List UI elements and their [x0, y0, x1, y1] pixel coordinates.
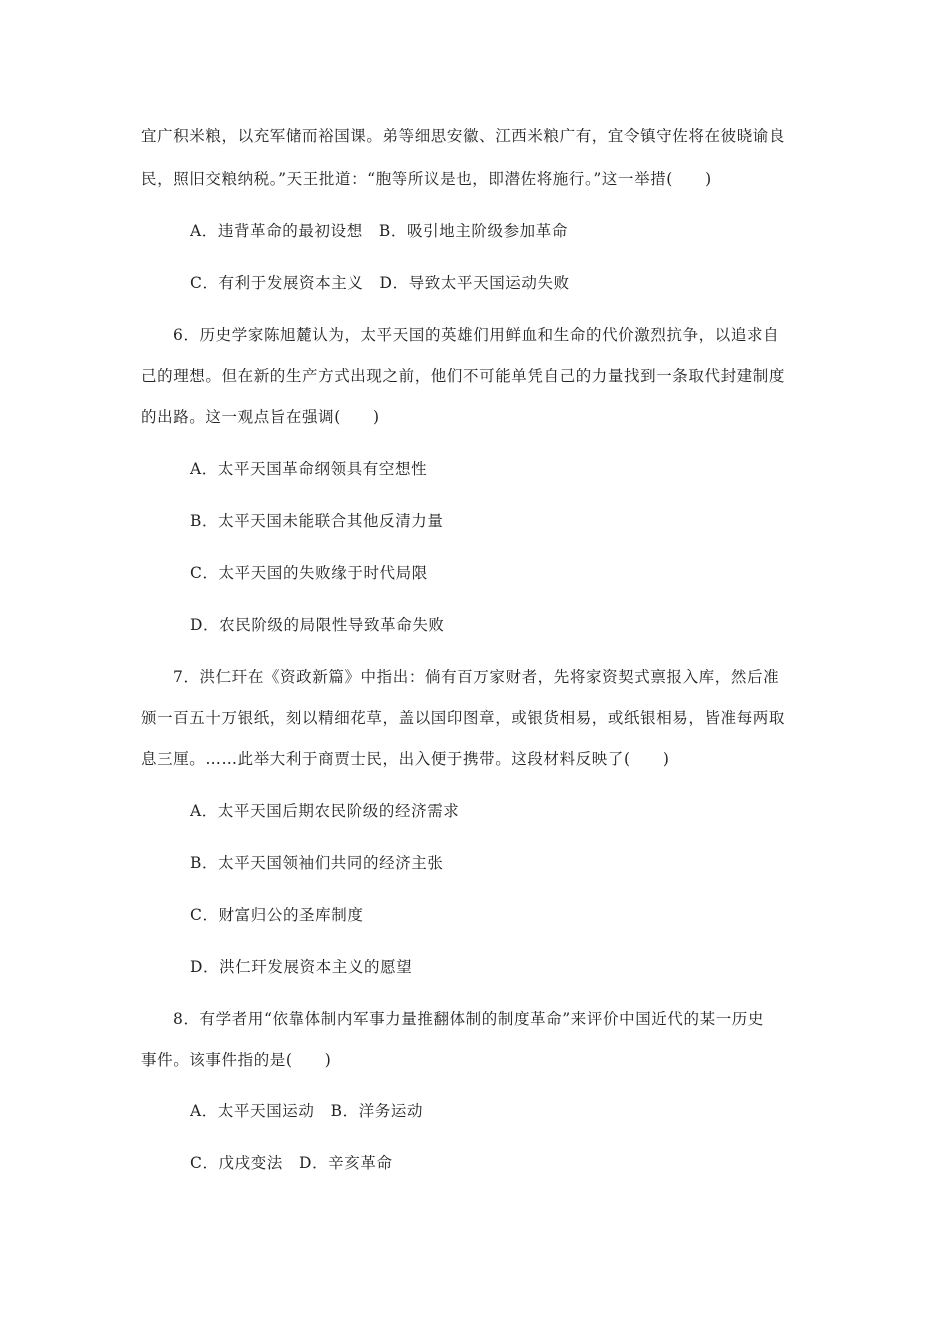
q5-options-ab: A．违背革命的最初设想 B．吸引地主阶级参加革命: [190, 222, 568, 240]
q7-option-d: D．洪仁玕发展资本主义的愿望: [190, 958, 413, 976]
q8-stem-line-1: 8．有学者用“依靠体制内军事力量推翻体制的制度革命”来评价中国近代的某一历史: [173, 1010, 765, 1028]
q7-stem-line-1: 7．洪仁玕在《资政新篇》中指出：倘有百万家财者，先将家资契式禀报入库，然后准: [173, 668, 780, 686]
q7-option-a: A．太平天国后期农民阶级的经济需求: [190, 802, 460, 820]
q7-option-c: C．财富归公的圣库制度: [190, 906, 364, 924]
q6-stem-line-1: 6．历史学家陈旭麓认为，太平天国的英雄们用鲜血和生命的代价激烈抗争，以追求自: [173, 326, 780, 344]
q8-stem-line-2: 事件。该事件指的是( ): [141, 1051, 332, 1069]
q7-stem-line-3: 息三厘。……此举大利于商贾士民，出入便于携带。这段材料反映了( ): [141, 750, 670, 768]
q8-options-ab: A．太平天国运动 B．洋务运动: [190, 1102, 424, 1120]
q8-options-cd: C．戊戌变法 D．辛亥革命: [190, 1154, 393, 1172]
q6-option-a: A．太平天国革命纲领具有空想性: [190, 460, 428, 478]
q6-stem-line-3: 的出路。这一观点旨在强调( ): [141, 408, 380, 426]
q6-option-b: B．太平天国未能联合其他反清力量: [190, 512, 444, 530]
q6-option-c: C．太平天国的失败缘于时代局限: [190, 564, 428, 582]
q5-stem-line-2: 民，照旧交粮纳税。”天王批道：“胞等所议是也，即潜佐将施行。”这一举措( ): [141, 170, 712, 188]
q6-stem-line-2: 己的理想。但在新的生产方式出现之前，他们不可能单凭自己的力量找到一条取代封建制度: [141, 367, 786, 385]
q5-stem-line-1: 宜广积米粮，以充军储而裕国课。弟等细思安徽、江西米粮广有，宜令镇守佐将在彼晓谕良: [141, 127, 786, 145]
q7-stem-line-2: 颁一百五十万银纸，刻以精细花草，盖以国印图章，或银货相易，或纸银相易，皆准每两取: [141, 709, 786, 727]
q5-options-cd: C．有利于发展资本主义 D．导致太平天国运动失败: [190, 274, 570, 292]
q6-option-d: D．农民阶级的局限性导致革命失败: [190, 616, 445, 634]
q7-option-b: B．太平天国领袖们共同的经济主张: [190, 854, 444, 872]
